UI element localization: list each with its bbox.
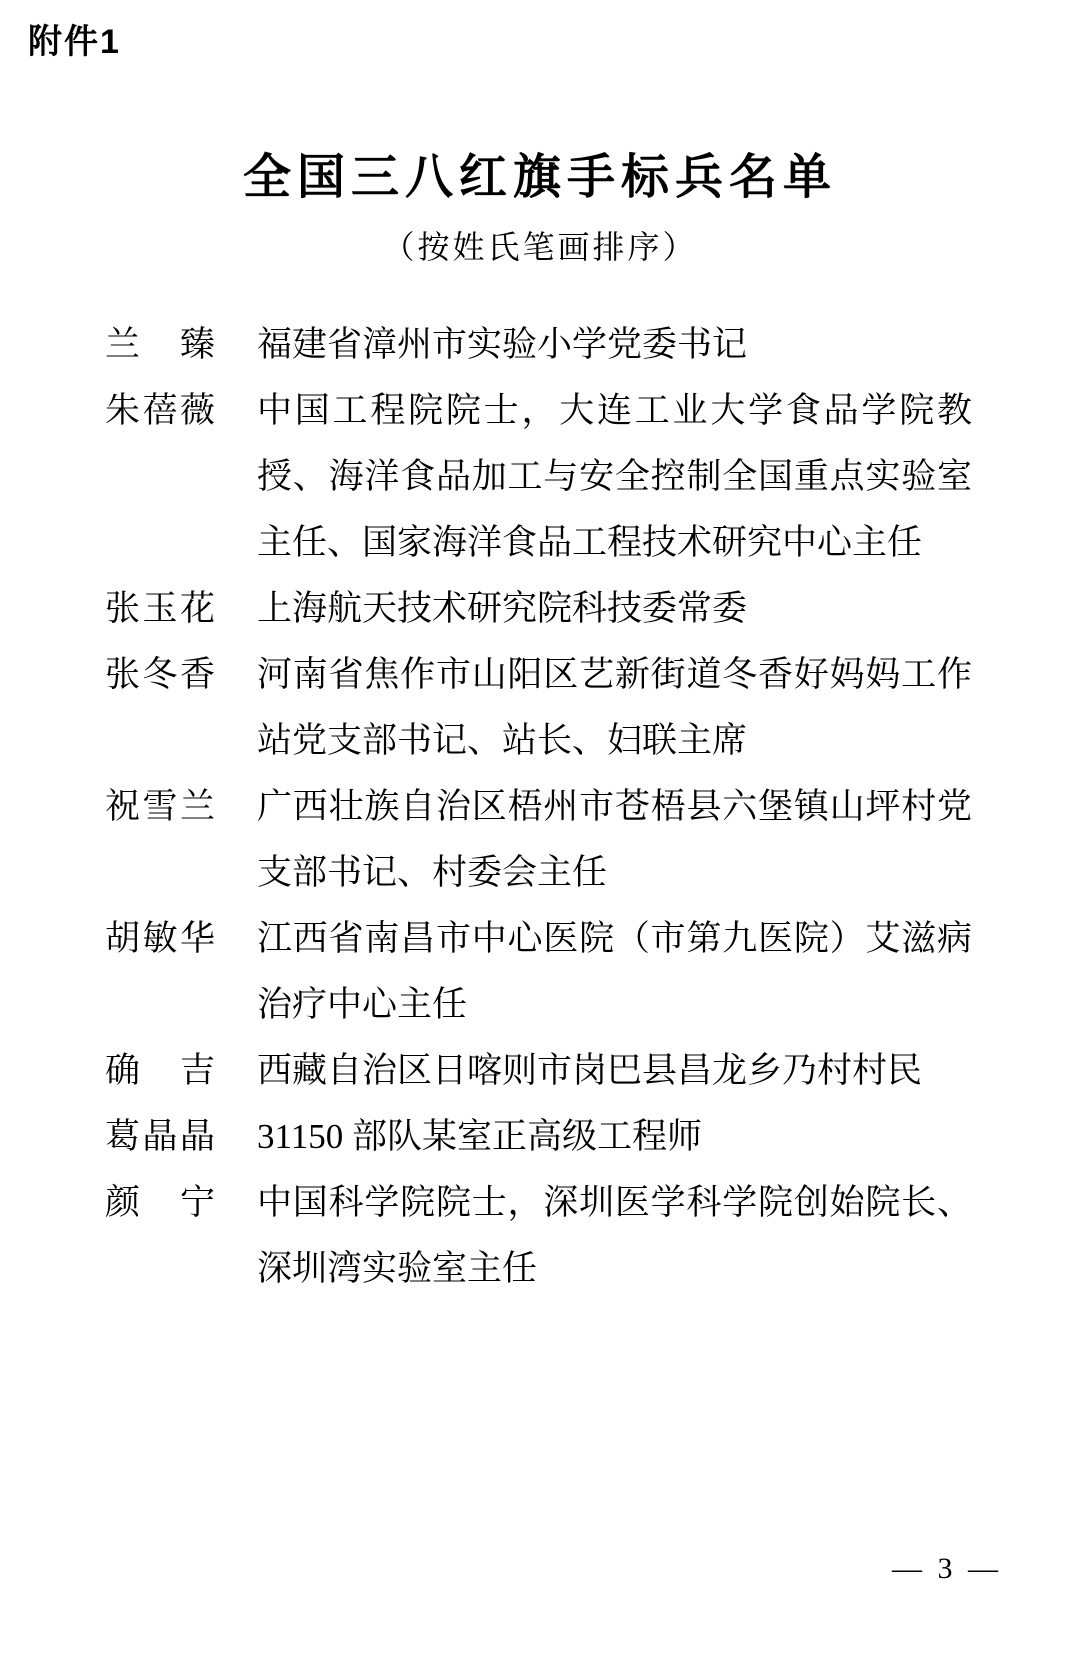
list-item xyxy=(105,378,982,576)
person-name: 确 吉 xyxy=(105,1051,215,1090)
person-name: 颜 宁 xyxy=(105,1183,215,1222)
name-list xyxy=(105,312,982,1302)
person-name: 张冬香 xyxy=(105,655,215,694)
list-item xyxy=(105,312,982,378)
list-item xyxy=(105,1170,982,1302)
page-number: — 3 — xyxy=(892,1552,1002,1585)
person-title: 中国科学院院士，深圳医学科学院创始院长、深圳湾实验室主任 xyxy=(257,1183,972,1288)
person-title: 31150 部队某室正高级工程师 xyxy=(257,1117,702,1156)
list-item xyxy=(105,642,982,774)
person-name: 葛晶晶 xyxy=(105,1117,215,1156)
attachment-label: 附件1 xyxy=(28,23,121,61)
page-subtitle: （按姓氏笔画排序） xyxy=(382,229,698,265)
person-name: 张玉花 xyxy=(105,589,215,628)
person-name: 兰 臻 xyxy=(105,325,215,364)
list-item xyxy=(105,774,982,906)
list-item xyxy=(105,906,982,1038)
person-title: 广西壮族自治区梧州市苍梧县六堡镇山坪村党支部书记、村委会主任 xyxy=(257,787,972,892)
person-title: 上海航天技术研究院科技委常委 xyxy=(257,589,748,628)
person-title: 福建省漳州市实验小学党委书记 xyxy=(257,325,748,364)
list-item xyxy=(105,1104,982,1170)
page-title: 全国三八红旗手标兵名单 xyxy=(242,151,837,204)
person-name: 祝雪兰 xyxy=(105,787,215,826)
person-name: 朱蓓薇 xyxy=(105,391,215,430)
person-title: 河南省焦作市山阳区艺新街道冬香好妈妈工作站党支部书记、站长、妇联主席 xyxy=(257,655,972,760)
person-name: 胡敏华 xyxy=(105,919,215,958)
person-title: 西藏自治区日喀则市岗巴县昌龙乡乃村村民 xyxy=(257,1051,923,1090)
list-item xyxy=(105,576,982,642)
list-item xyxy=(105,1038,982,1104)
person-title: 江西省南昌市中心医院（市第九医院）艾滋病治疗中心主任 xyxy=(257,919,972,1024)
person-title: 中国工程院院士，大连工业大学食品学院教授、海洋食品加工与安全控制全国重点实验室主任、国家海洋食品工程技术研究中心主任 xyxy=(257,391,972,562)
